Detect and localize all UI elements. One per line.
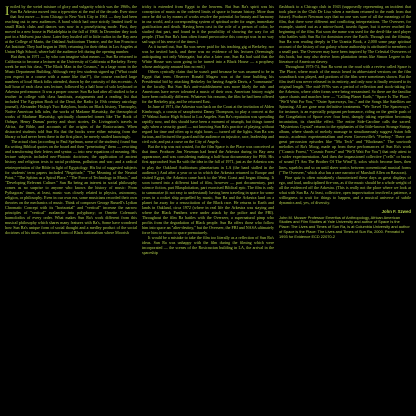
- paragraph: The actual class (according to Paul Spelman, some of the students) found Sun Ra writing Biblical quotes on the board and then "penetrating" them — rewriting and transforming their letters and syntax — into new equations of meaning. His lecture subjects included neo-Platonic doctrines; the application of ancient history and religious texts to racial problems, pollution and war; and a radical reinterpretation of the Bible in light of Egyptology. His list of suggested subjects for students' term papers included "Negritude," "The Meaning of the Neutral Point," "The Sphinx as a Spiral Place," "The Force of Technology in Music," and "Developing Relevant Culture." Sun Ra being an interest in social philosophy comes as no surprise to anyone who knows the history of music: From Pythagoras' times, at least, music was closely related to physics, astronomy, religion, or philosophy. Even in our own era, some musicians recorded their own theories on the mechanics of music. Think of composer George Russell's Lydian Chromatic Concept with its "horizontal" and "vertical" increase the narrow principles of "vertical" avalanche into polyphony; or Ornette Coleman's harmolodics of every order. What makes Sun Ra's work different from this musical philosophy which shares many features with Ra's, Some have wondered how Sun Ra's unique form of social thought and a medley product of the social doctrines of his times, an extreme form of Black nationalism where Moorish: [5, 139, 137, 235]
- author-credit: [279, 210, 411, 240]
- paragraph: In June of 1971, the Arkestra was back on the Coast at the invitation of Alden Kimbrough, a cousin of saxophonist Danny Thompson, to play a concert at the 37 Walnut Junior High School in Los Angeles. Sun Ra's reputation was spreading rapidly now, and this should have been a moment of triumph, but things turned ugly when a security guard — not knowing Sun Ra's practice of playing without regard for time and often up to eight hours — turned off the lights. Sun Ra was furious, and lectured the guard and the audience on injustice, race, leadership and civil rule, and put a curse on the City of Angels.: [142, 104, 274, 145]
- author-name: John F. Szwed: [381, 208, 411, 214]
- author-bio: John M. Musser Professor Emeritus of Anthropology, African American Studies and Film Studies at Yale University and author of Space Is the Place: The Lives and Times of Sun Ra, is at Columbia University and author of Space is the Place: The Lives and Times of Sun Ra, 2000. Pennatci in 1993 for Evidence ECD 22070-2: [279, 214, 410, 240]
- paragraph: Throughout 1973-74, Sun Ra went on the road with a review called Space is The Place, where much of the music heard in abbreviated versions on the film soundtrack was played, and portions of the film were sometimes shown. But the film itself was never released in its entirety, and only now is finally restored to its original length. The mid-1970s was a period of reflection and stock-taking for the Arkestra, where older forms were being reexamined. So there are the familiar space chants and marches here — "Calling Planet Earth," "Space Is The Place," "We'll Wait For You," "Outer Spaceways, Inc.," and the Songs like Satellites are Spinning. All are gone near definitive treatments. "We Travel The Spaceways," for instance, is an especially poignant performance, riding on the gentle push of the Congelation of Space over four beat, damply taking repetition becoming incantation, its chantlike effect. The entire Side-Caroline calls the sacred. "Mysterious Crystal" returns to the epiphanies of the little-known Strange Strings album, where shards of melody massage in simultaneously suggest Asian folk music, academic experimentalism and even Grovesville's "Fireboy." There are great percussion episodes like "Mu Tech" and "Blackman." The sawtooth melodies of Ra's Moog, made up from these performances of Sun Ra's work ("Cosmic Forest," "Cosmic Forest" and "We'll Wait For You") that only attest to a wider experimentation. And then the impassioned collective ("cells" or bursts of sound ["I Am The Brother Of The Wind"]), solos which become lines, then lines, squelchs and so on until sheer sonics between conventional musical forms ("The Overseer," which also has a rare narrator of Marshall Allen on Bassoon).: [279, 64, 411, 175]
- paragraph: It would be a mistake to take the film too literally as a reflection of Sun Ra's ideas. Sun Ra was unhappy with the film during the filming which were incorporated — the scenes of the Rosicrucian building in LA, the arrival in the spaceship: [142, 234, 274, 255]
- column-2: [142, 4, 274, 413]
- paragraph: But the trip was not wasted, for the film Space is the Place was conceived at that time. Producer Jim Newman had heard the Arkestra during its Bay area appearance, and was considering making a half-hour documentary for PBS. His first approached Sun Ra with the idea in the fall of 1971, just as the Arkestra was to play the Oakland Auditorium planetarium in LA (the band stalled in the audience.) And after a year or so in which the Arkestra returned to Europe and visited Egypt, the Arkestra came back to the West Coast and began filming. It soon turned into a different kind of film, however — part documentary, part science fiction, part Blaxploitation, part exorcised Biblical epic. The film is only to summarize (it not easy to understand): having been traveling in space for some years in a rocket ship propelled by music, Sun Ra and the Arkestra land on a planet far away for a resuscitation of the Black race. He returns to Earth and lands in Oakland, circa 1972 (where in real life the Arkestra was staying and where the Black Panthers were under attack by the police and the FBI). Throughout the film Ra battles with the Overseer, a supernatural pimp who profits from the degradation of Black people. Sun Ra offers those who follow him into space an "alter-destiny," but the Overseer, the FBI and NASA ultimately force him to return to space prematurely.: [142, 144, 274, 235]
- column-3: [279, 4, 411, 413]
- paragraph: Others cynically claim that he wasn't paid because he was assumed to be in Egypt that term. Observer Ronald Magaw was at the time building his Presidential bid by attacking Berkeley for having Angela Davis, a "communist" in the faculty. But Sun Ra's anti-establishment was more likely the rub: and Americans have never tolerated a music of their own. American history might have been radically different. Whatever his reasons, the film he had been offered for the Berkeley gig, and he returned East.: [142, 69, 274, 105]
- paragraph: tricky is extended from Egypt to the heavens. But Sun Ra's spirit was his conception of music as the ordered limits of space to human history. More than once he did so by means of works resolve the potential for beauty and harmony in our world, and a corresponding system of spiritual order for anger, immediate gratification and death. Having been cast in the role of a person of color, he studied that part, and found in it the possibility of showing the way for all people. (That Sun Ra's fans often found provocative this concept was in no way sad saga of his sense of the times.): [142, 4, 274, 45]
- paragraph-text: nciled by the weird mixture of glory and vulgarity which was the 1960s, the Sun Ra Arkestra moved into a typewriter at the end of the decade. Ever since that first move — from Chicago to New York City in 1961 — they had been reaching out to new audiences. A band which had once strictly limited itself to small Black clubs and dances was now in a proselytizing mode. First, they moved to a new house in Philadelphia in the fall of 1968. In December they took part in a Midwest jazz show. Later they hustled off to little radios in the Bay area at the College of Marin, the Oakland Auditorium Theatre, and the San Francisco Art Institute. They had begun in 1969, returning for their debut in Los Angeles at Union High School, where half the audience left during the opening number.: [5, 4, 137, 55]
- paragraph: But then, in 1971 — by who can imagine what means — Sun Ra returned to California to become a lecturer at the University of California at Berkeley. Every week he met his class, "The Black Man in the Cosmos," in a large room in the Music Department Building. Although very few students signed up ("What could you expect in a course with a name like that?"), the course reached large numbers of local Black folks attended, drawn by the curiosity of this eccentric. A half hour of each class was lecture, followed by a half hour of solo keyboard or Arkestra performance. It was a proper course: Sun Ra had after all studied to be a teacher in college with class handouts, assignments and a reading list that included The Egyptian Book of the Dead, the Radix (a 19th century astrology journal), Alexander Hislop's Two Babylons, books on Black history, Theosophy, Native American folk tales, the works of Madame Blavatsky, the theosophical works of Madame Blavatsky, spiritually channeled tomes like The Book of Oahspe, Henry Dumas' poetry and short stories, Dr. Livingston's travels in Africa, the Bible, and accounts of the origins of the Rosicrucians. When distracted students told Sun Ra that the books were either missing from the library or had never been there in the first place, he merely smiled knowingly.: [5, 54, 137, 140]
- column-1: [5, 4, 137, 413]
- paragraph: As it turned out, Sun Ra was never paid for his teaching gig at Berkeley, nor was he invited back, and there was no evidence of his lectures (Seemingly anticipating not only Watergate, but also a later one, Sun Ra had said that the White House was soon going to be turned into a Black House — a prophesy whose ambiguity amused him no end.): [142, 44, 274, 70]
- paragraph: flashback to a Chicago club in 1943 (supposedly representing an incident that took place in the Club De Lisa when a medium returned to the earth from that future). Producer Newman says that no one was sure of all the meanings of the film, that there were different and conflicting interpretations. The Overseer, for example, started out as a mirror-faced, tuxedo figure, but it never reached the beginning of the film. But soon the name was used for the devil-like card player who battles with Sun Ra for dominion over the Earth. Through out the filming, Sun Ra was reading deeply in The Urantia Book, a 2,000 some page spiritual account of the history of our galaxy whose authorship is attributed to members of a small part. The Overseer may have been inspired by The Celestial Overseers of this book, but may also derive from plantation terms like Simon Legree in the literature of American slavery.: [279, 4, 411, 65]
- text-columns: [5, 4, 411, 413]
- dropcap: I: [5, 4, 10, 18]
- paragraph: [5, 4, 137, 54]
- paragraph: Fine quiz is often mistakenly characterized these days as great displays of ego, and loud, undisciplined fire-ons, as if the music should be a whole weight of all the evidenced off the Arkestra. (This is really not the place where we look at what with Sun Ra. At least, collective, open improvisation involved a patience, a willingness to wait for things to happen, and a musical universe of subtle dynamics and, yes, of diversity.: [279, 174, 411, 205]
